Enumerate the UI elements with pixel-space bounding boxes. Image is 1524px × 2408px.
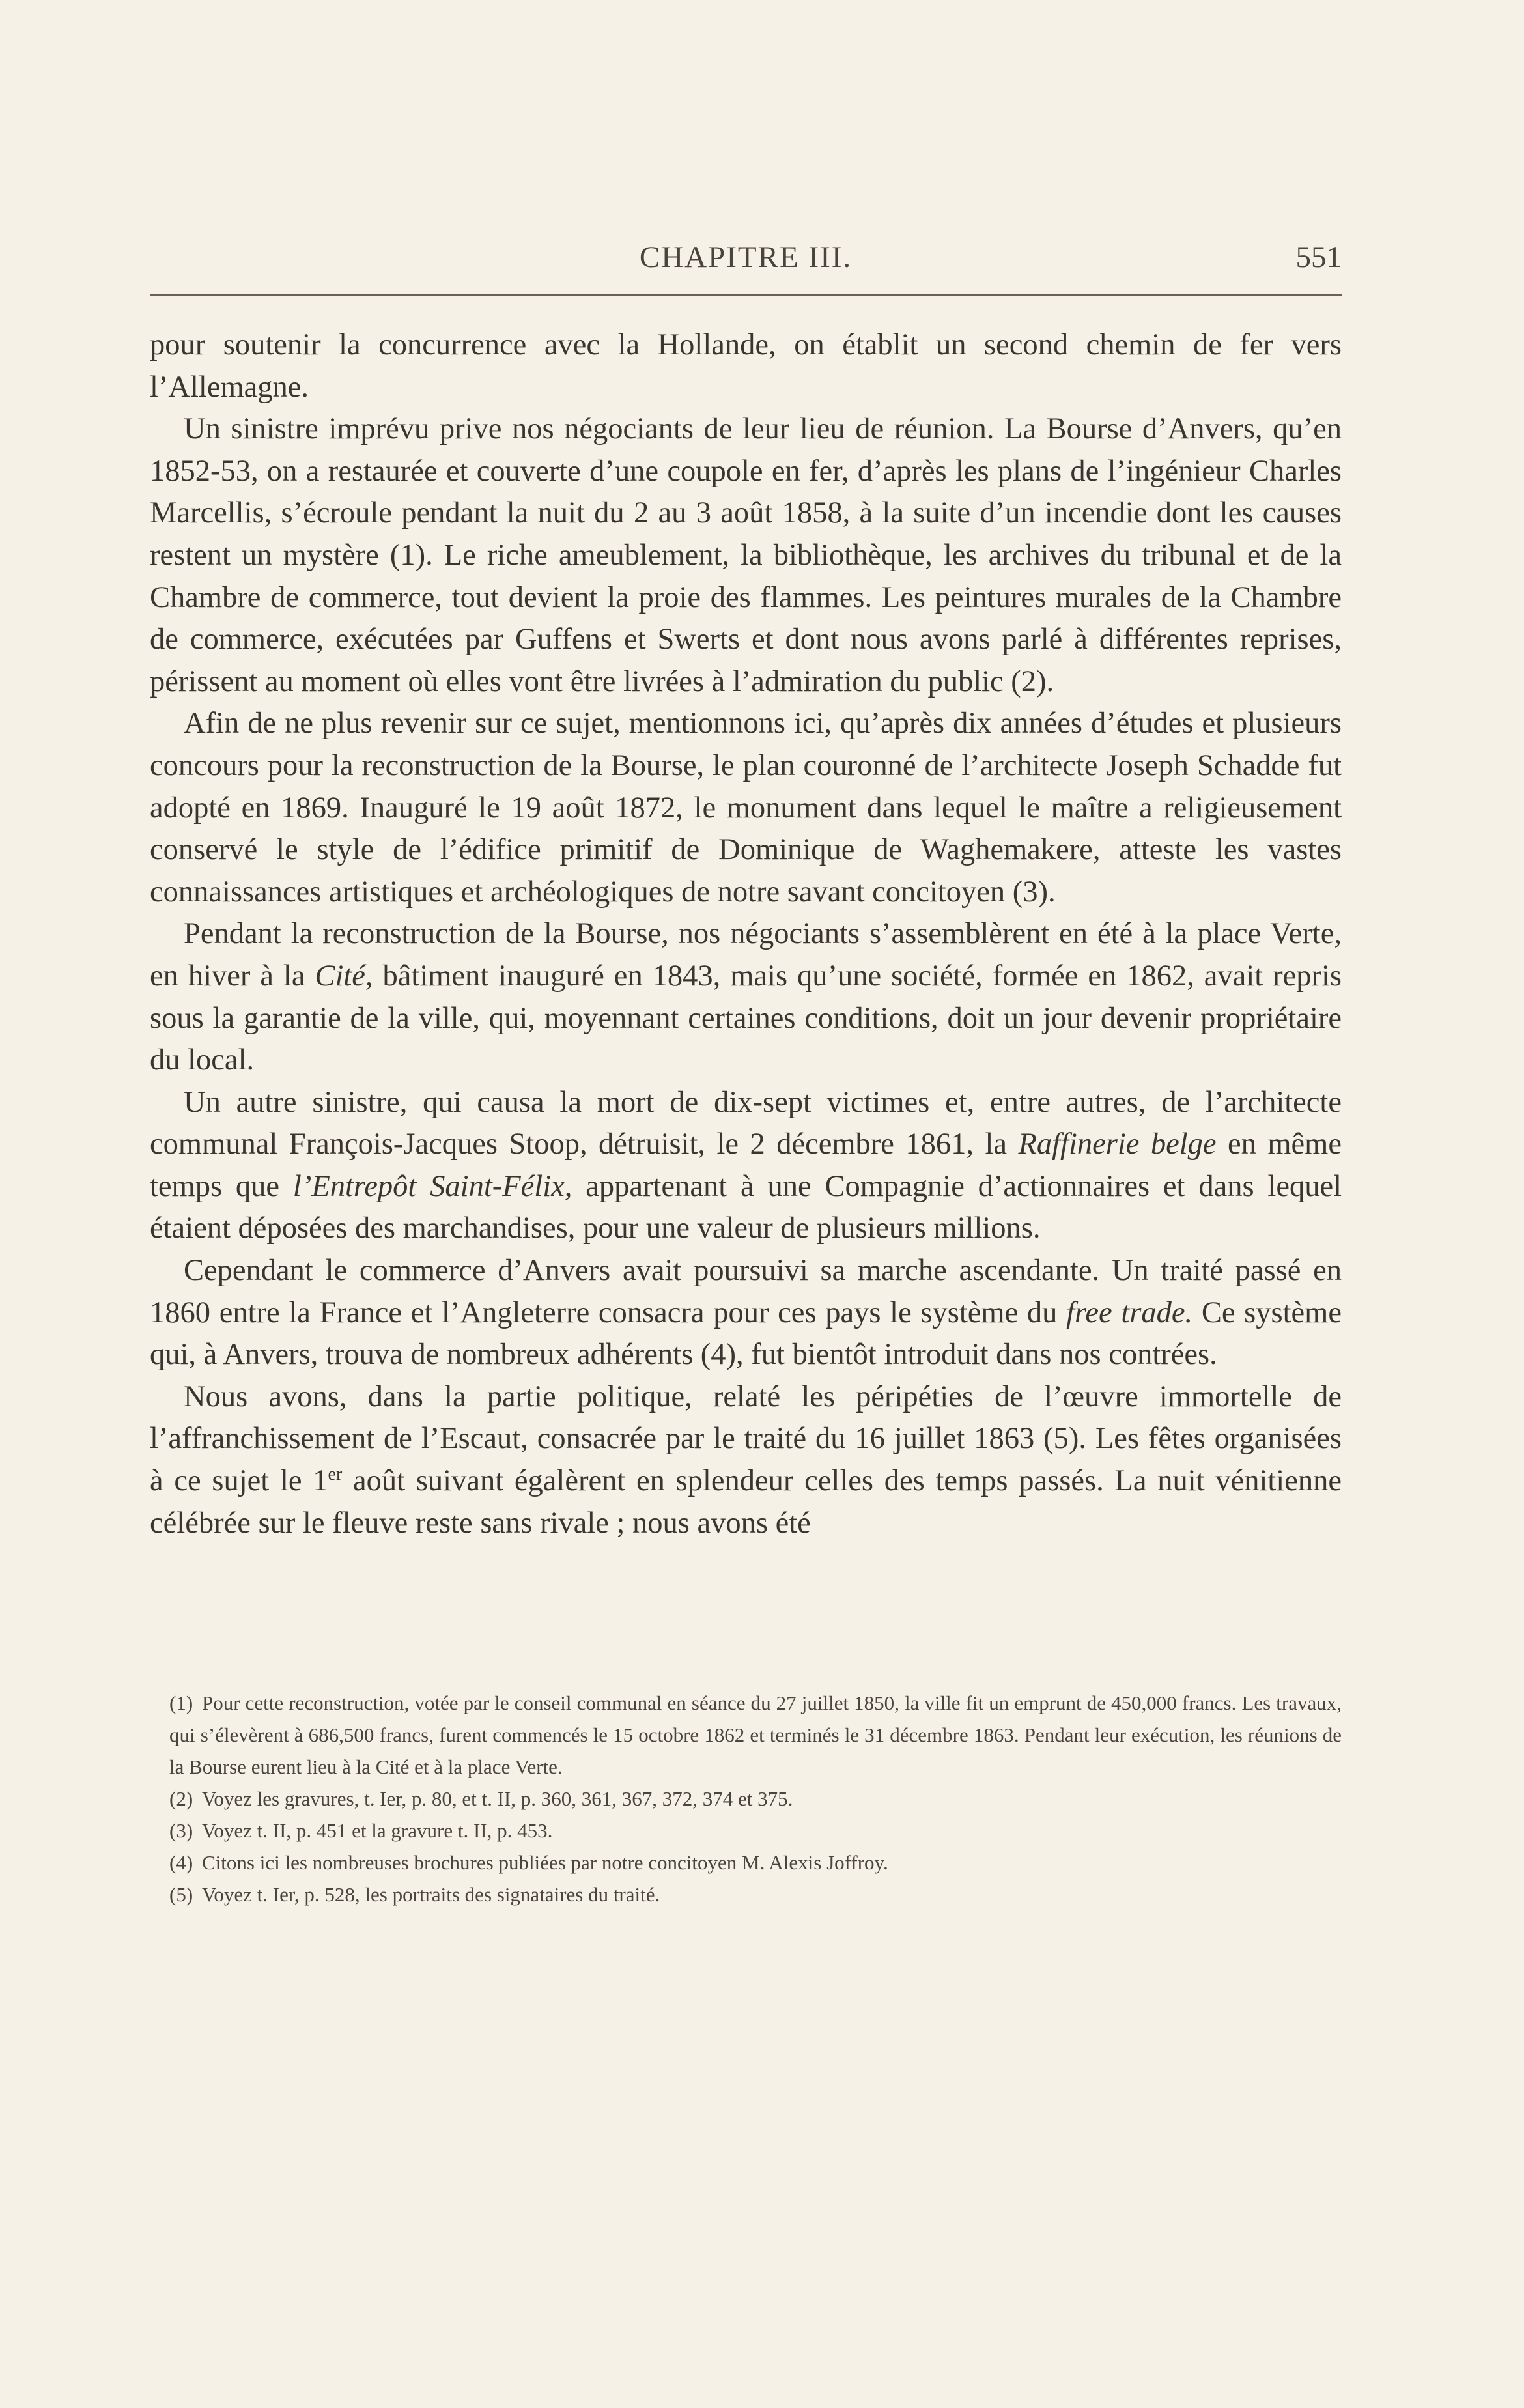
text-run: en même temps que: [150, 1127, 1342, 1203]
text-run: appartenant à une Compagnie d’actionnaires et dans lequel étaient déposées des marchandises, pour une valeur de plusieurs millions.: [150, 1169, 1342, 1245]
footnote: [169, 1847, 1342, 1878]
paragraph: [150, 1082, 1342, 1250]
paragraph: [150, 913, 1342, 1081]
italic-text: Cité,: [315, 959, 373, 993]
text-run: Nous avons, dans la partie politique, relaté les péripéties de l’œuvre immortelle de l’affranchissement de l’Escaut, consacrée par le traité du 16 juillet 1863 (5). Les fêtes organisées à ce sujet le 1: [150, 1380, 1342, 1498]
body-text: [150, 324, 1342, 1544]
text-run: Cependant le commerce d’Anvers avait poursuivi sa marche ascendante. Un traité passé en 1860 entre la France et l’Angleterre consacra pour ces pays le système du: [150, 1254, 1342, 1329]
footnote-number: (2): [169, 1787, 193, 1810]
footnote: [169, 1783, 1342, 1815]
footnote-text: Citons ici les nombreuses brochures publiées par notre concitoyen M. Alexis Joffroy.: [202, 1851, 888, 1874]
running-header: [150, 240, 1342, 285]
italic-text: Raffinerie belge: [1018, 1127, 1217, 1161]
text-run: Un autre sinistre, qui causa la mort de dix-sept victimes et, entre autres, de l’architecte communal François-Jacques Stoop, détruisit, le 2 décembre 1861, la: [150, 1085, 1342, 1161]
chapter-title: CHAPITRE III.: [639, 240, 853, 274]
paragraph: pour soutenir la concurrence avec la Hollande, on établit un second chemin de fer vers l’Allemagne.: [150, 328, 1342, 404]
text-run: août suivant égalèrent en splendeur celles des temps passés. La nuit vénitienne célébrée sur le fleuve reste sans rivale ; nous avons été: [150, 1464, 1342, 1540]
text-run: bâtiment inauguré en 1843, mais qu’une société, formée en 1862, avait repris sous la garantie de la ville, qui, moyennant certaines conditions, doit un jour devenir propriétaire du local.: [150, 959, 1342, 1077]
footnotes: [169, 1687, 1342, 1910]
page-number: 551: [1295, 240, 1342, 274]
header-rule: [150, 294, 1342, 296]
superscript: er: [328, 1464, 343, 1485]
footnote-number: (4): [169, 1851, 193, 1874]
footnote-number: (1): [169, 1692, 193, 1714]
paragraph: [150, 1376, 1342, 1544]
footnote-number: (5): [169, 1883, 193, 1906]
footnote-number: (3): [169, 1819, 193, 1842]
footnote: [169, 1815, 1342, 1847]
paragraph: Un sinistre imprévu prive nos négociants de leur lieu de réunion. La Bourse d’Anvers, qu’en 1852-53, on a restaurée et couverte d’une coupole en fer, d’après les plans de l’ingénieur Charles Marcellis, s’écroule pendant la nuit du 2 au 3 août 1858, à la suite d’un incendie dont les causes restent un mystère (1). Le riche ameublement, la bibliothèque, les archives du tribunal et de la Chambre de commerce, tout devient la proie des flammes. Les peintures murales de la Chambre de commerce, exécutées par Guffens et Swerts et dont nous avons parlé à différentes reprises, périssent au moment où elles vont être livrées à l’admiration du public (2).: [150, 412, 1342, 698]
paragraph: Afin de ne plus revenir sur ce sujet, mentionnons ici, qu’après dix années d’études et plusieurs concours pour la reconstruction de la Bourse, le plan couronné de l’architecte Joseph Schadde fut adopté en 1869. Inauguré le 19 août 1872, le monument dans lequel le maître a religieusement conservé le style de l’édifice primitif de Dominique de Waghemakere, atteste les vastes connaissances artistiques et archéologiques de notre savant concitoyen (3).: [150, 707, 1342, 909]
footnote: [169, 1878, 1342, 1910]
footnote-text: Voyez t. II, p. 451 et la gravure t. II, p. 453.: [202, 1819, 553, 1842]
paragraph: [150, 1250, 1342, 1376]
text-run: Ce système qui, à Anvers, trouva de nombreux adhérents (4), fut bientôt introduit dans nos contrées.: [150, 1296, 1342, 1372]
footnote-text: Pour cette reconstruction, votée par le conseil communal en séance du 27 juillet 1850, la ville fit un emprunt de 450,000 francs. Les travaux, qui s’élevèrent à 686,500 francs, furent commencés le 15 octobre 1862 et terminés le 31 décembre 1863. Pendant leur exécution, les réunions de la Bourse eurent lieu à la Cité et à la place Verte.: [169, 1692, 1342, 1778]
footnote-text: Voyez les gravures, t. Ier, p. 80, et t. II, p. 360, 361, 367, 372, 374 et 375.: [202, 1787, 793, 1810]
footnote-text: Voyez t. Ier, p. 528, les portraits des signataires du traité.: [202, 1883, 660, 1906]
italic-text: free trade.: [1066, 1296, 1193, 1329]
text-run: Pendant la reconstruction de la Bourse, nos négociants s’assemblèrent en été à la place Verte, en hiver à la: [150, 917, 1342, 993]
italic-text: l’Entrepôt Saint-Félix,: [292, 1169, 572, 1203]
footnote: [169, 1687, 1342, 1783]
